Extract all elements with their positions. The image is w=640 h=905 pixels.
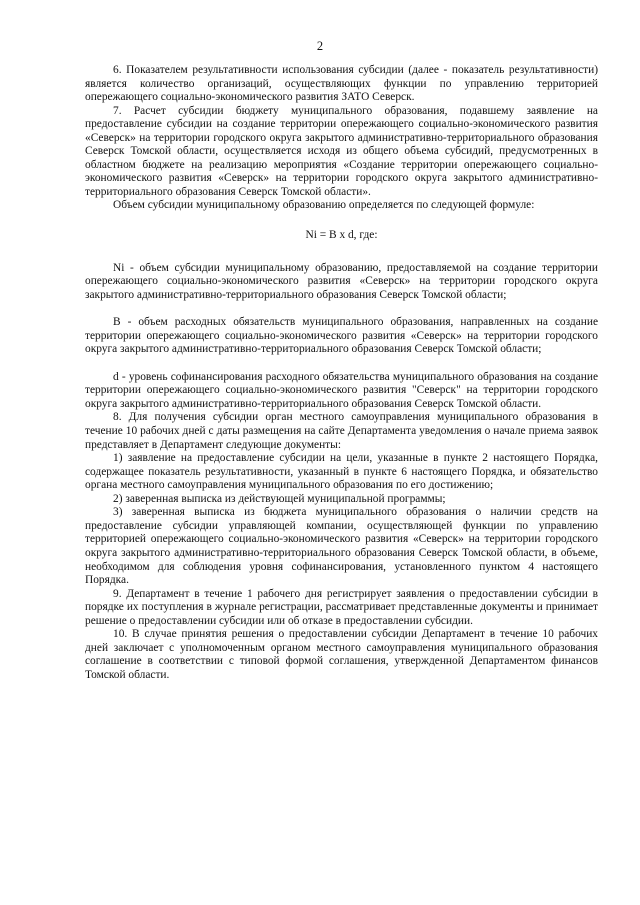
paragraph-8-item-2: 2) заверенная выписка из действующей муниципальной программы;: [113, 492, 446, 505]
paragraph-10: 10. В случае принятия решения о предоставлении субсидии Департамент в течение 10 рабочих дней заключает с уполномоченным органом местного самоуправления муниципального образования соглашение в соответствии с типовой формой соглашения, утвержденной Департаментом финансов Томской области.: [85, 628, 598, 681]
paragraph-7-formula-intro: Объем субсидии муниципальному образованию определяется по следующей формуле:: [113, 199, 535, 212]
definition-n: Ni - объем субсидии муниципальному образованию, предоставляемой на создание территории опережающего социально-экономического развития «Северск» на территории городского округа закрытого административно-территориального образования Северск Томской области;: [85, 261, 598, 301]
paragraph-6: 6. Показателем результативности использования субсидии (далее - показатель результативности) является количество организаций, осуществляющих функции по управлению территорией опережающего социально-экономического развития ЗАТО Северск.: [85, 64, 598, 104]
formula: Ni = B x d, где:: [305, 229, 378, 242]
paragraph-7: 7. Расчет субсидии бюджету муниципального образования, подавшему заявление на предоставление субсидии на создание территории опережающего социально-экономического развития «Северск» на территории городского округа закрытого административно-территориального образования Северск Томской области, осуществляется исходя из общего объема субсидий, предусмотренных в областном бюджете на реализацию мероприятия «Создание территории опережающего социально-экономического развития «Северск» на территории городского округа закрытого административно-территориального образования Северск Томской области».: [85, 104, 598, 198]
page-number: 2: [316, 39, 324, 53]
paragraph-8-item-1: 1) заявление на предоставление субсидии на цели, указанные в пункте 2 настоящего Порядка, содержащее показатель результативности, указанный в пункте 6 настоящего Порядка, и обязательство органа местного самоуправления муниципального образования по его достижению;: [85, 452, 598, 492]
definition-b: B - объем расходных обязательств муниципального образования, направленных на создание территории опережающего социально-экономического развития «Северск» на территории городского округа закрытого административно-территориального образования Северск Томской области;: [85, 316, 598, 356]
paragraph-9: 9. Департамент в течение 1 рабочего дня регистрирует заявления о предоставлении субсидии в порядке их поступления в журнале регистрации, рассматривает представленные документы и принимает решение о предоставлении субсидии или об отказе в предоставлении субсидии.: [85, 587, 598, 627]
document-body: [85, 64, 598, 682]
paragraph-8: 8. Для получения субсидии орган местного самоуправления муниципального образования в течение 10 рабочих дней с даты размещения на сайте Департамента уведомления о начале приема заявок представляет в Департамент следующие документы:: [85, 411, 598, 451]
paragraph-8-item-3: 3) заверенная выписка из бюджета муниципального образования о наличии средств на предоставление субсидии управляющей компании, осуществляющей функции по управлению территорией опережающего социально-экономического развития «Северск» на территории городского округа закрытого административно-территориального образования Северск Томской области, в объеме, необходимом для соблюдения уровня софинансирования, установленного пунктом 4 настоящего Порядка.: [85, 506, 598, 587]
definition-d: d - уровень софинансирования расходного обязательства муниципального образования на создание территории опережающего социально-экономического развития "Северск" на территории городского округа закрытого административно-территориального образования Северск Томской области.: [85, 370, 598, 410]
